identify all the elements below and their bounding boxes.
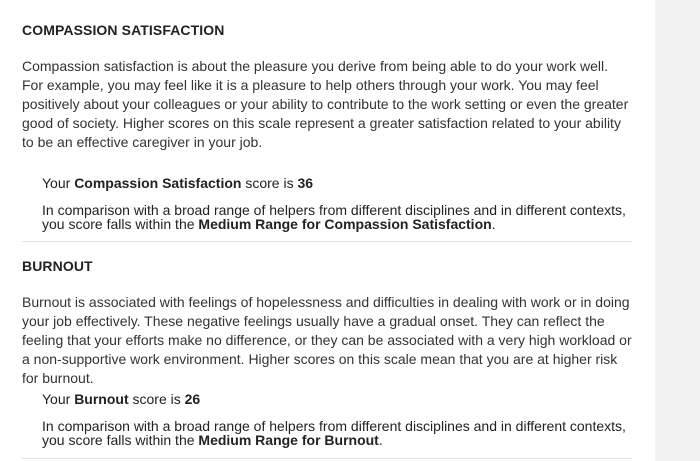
comparison-compassion-satisfaction: [42, 203, 632, 231]
comparison-text: In comparison with a broad range of helpers from different disciplines and in different contexts, you score falls within the: [42, 202, 626, 232]
score-value: 26: [184, 391, 201, 407]
side-panel: [655, 0, 700, 461]
section-title-compassion-satisfaction: COMPASSION SATISFACTION: [22, 22, 225, 38]
score-mid: score is: [128, 391, 185, 407]
score-line-burnout: [42, 391, 200, 407]
comparison-range: Medium Range for Compassion Satisfaction: [198, 216, 492, 232]
section-description-compassion-satisfaction: Compassion satisfaction is about the pleasure you derive from being able to do your work well. For example, you may feel like it is a pleasure to help others through your work. You may feel positively about your colleagues or your ability to contribute to the work setting or even the greater good of society. Higher scores on this scale represent a greater satisfaction related to your ability to be an effective caregiver in your job.: [22, 58, 629, 150]
comparison-end: .: [491, 216, 496, 232]
section-title-burnout: BURNOUT: [22, 258, 93, 274]
score-line-compassion-satisfaction: [42, 175, 313, 191]
score-value: 36: [297, 175, 314, 191]
score-prefix: Your: [42, 391, 75, 407]
section-divider: [22, 241, 632, 242]
comparison-end: .: [378, 432, 383, 448]
score-name: Compassion Satisfaction: [74, 175, 242, 191]
score-prefix: Your: [42, 175, 75, 191]
score-name: Burnout: [74, 391, 129, 407]
comparison-text: In comparison with a broad range of helpers from different disciplines and in different contexts, you score falls within the: [42, 418, 626, 448]
comparison-burnout: [42, 419, 632, 447]
score-mid: score is: [241, 175, 298, 191]
comparison-range: Medium Range for Burnout: [198, 432, 379, 448]
section-divider: [22, 458, 632, 459]
section-description-burnout: Burnout is associated with feelings of hopelessness and difficulties in dealing with work or in doing your job effectively. These negative feelings usually have a gradual onset. They can reflect the feeling that your efforts make no difference, or they can be associated with a very high workload or a non-supportive work environment. Higher scores on this scale mean that you are at higher risk for burnout.: [22, 294, 632, 386]
